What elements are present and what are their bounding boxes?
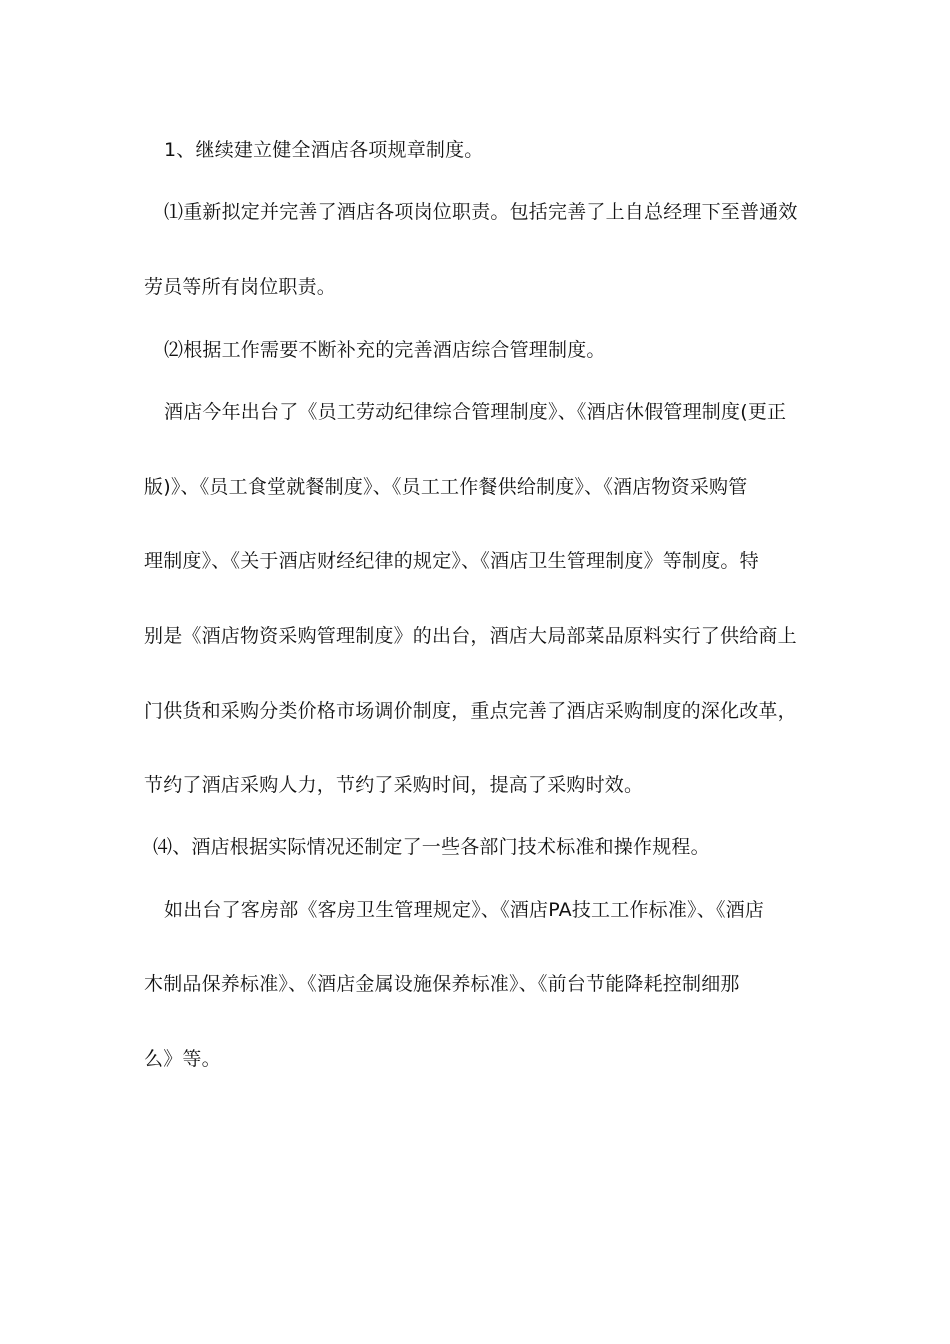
paragraph-line: 劳员等所有岗位职责。 bbox=[144, 276, 337, 298]
paragraph-line: 门供货和采购分类价格市场调价制度，重点完善了酒店采购制度的深化改革， bbox=[144, 700, 797, 722]
paragraph-line: 理制度》、《关于酒店财经纪律的规定》、《酒店卫生管理制度》等制度。特 bbox=[144, 550, 759, 572]
paragraph-line: ⑴重新拟定并完善了酒店各项岗位职责。包括完善了上自总经理下至普通效 bbox=[164, 201, 798, 223]
heading-1: 1、继续建立健全酒店各项规章制度。 bbox=[164, 139, 484, 161]
paragraph-line: ⑵根据工作需要不断补充的完善酒店综合管理制度。 bbox=[164, 339, 606, 361]
paragraph-line: 酒店今年出台了《员工劳动纪律综合管理制度》、《酒店休假管理制度(更正 bbox=[164, 401, 787, 423]
paragraph-line: 别是《酒店物资采购管理制度》的出台，酒店大局部菜品原料实行了供给商上 bbox=[144, 625, 797, 647]
paragraph-line: ⑷、酒店根据实际情况还制定了一些各部门技术标准和操作规程。 bbox=[153, 836, 710, 858]
paragraph-line: 版)》、《员工食堂就餐制度》、《员工工作餐供给制度》、《酒店物资采购管 bbox=[144, 476, 748, 498]
paragraph-line: 如出台了客房部《客房卫生管理规定》、《酒店PA技工工作标准》、《酒店 bbox=[164, 899, 765, 921]
paragraph-line: 节约了酒店采购人力，节约了采购时间，提高了采购时效。 bbox=[144, 774, 644, 796]
paragraph-line: 木制品保养标准》、《酒店金属设施保养标准》、《前台节能降耗控制细那 bbox=[144, 973, 740, 995]
paragraph-line: 么》等。 bbox=[144, 1048, 221, 1070]
